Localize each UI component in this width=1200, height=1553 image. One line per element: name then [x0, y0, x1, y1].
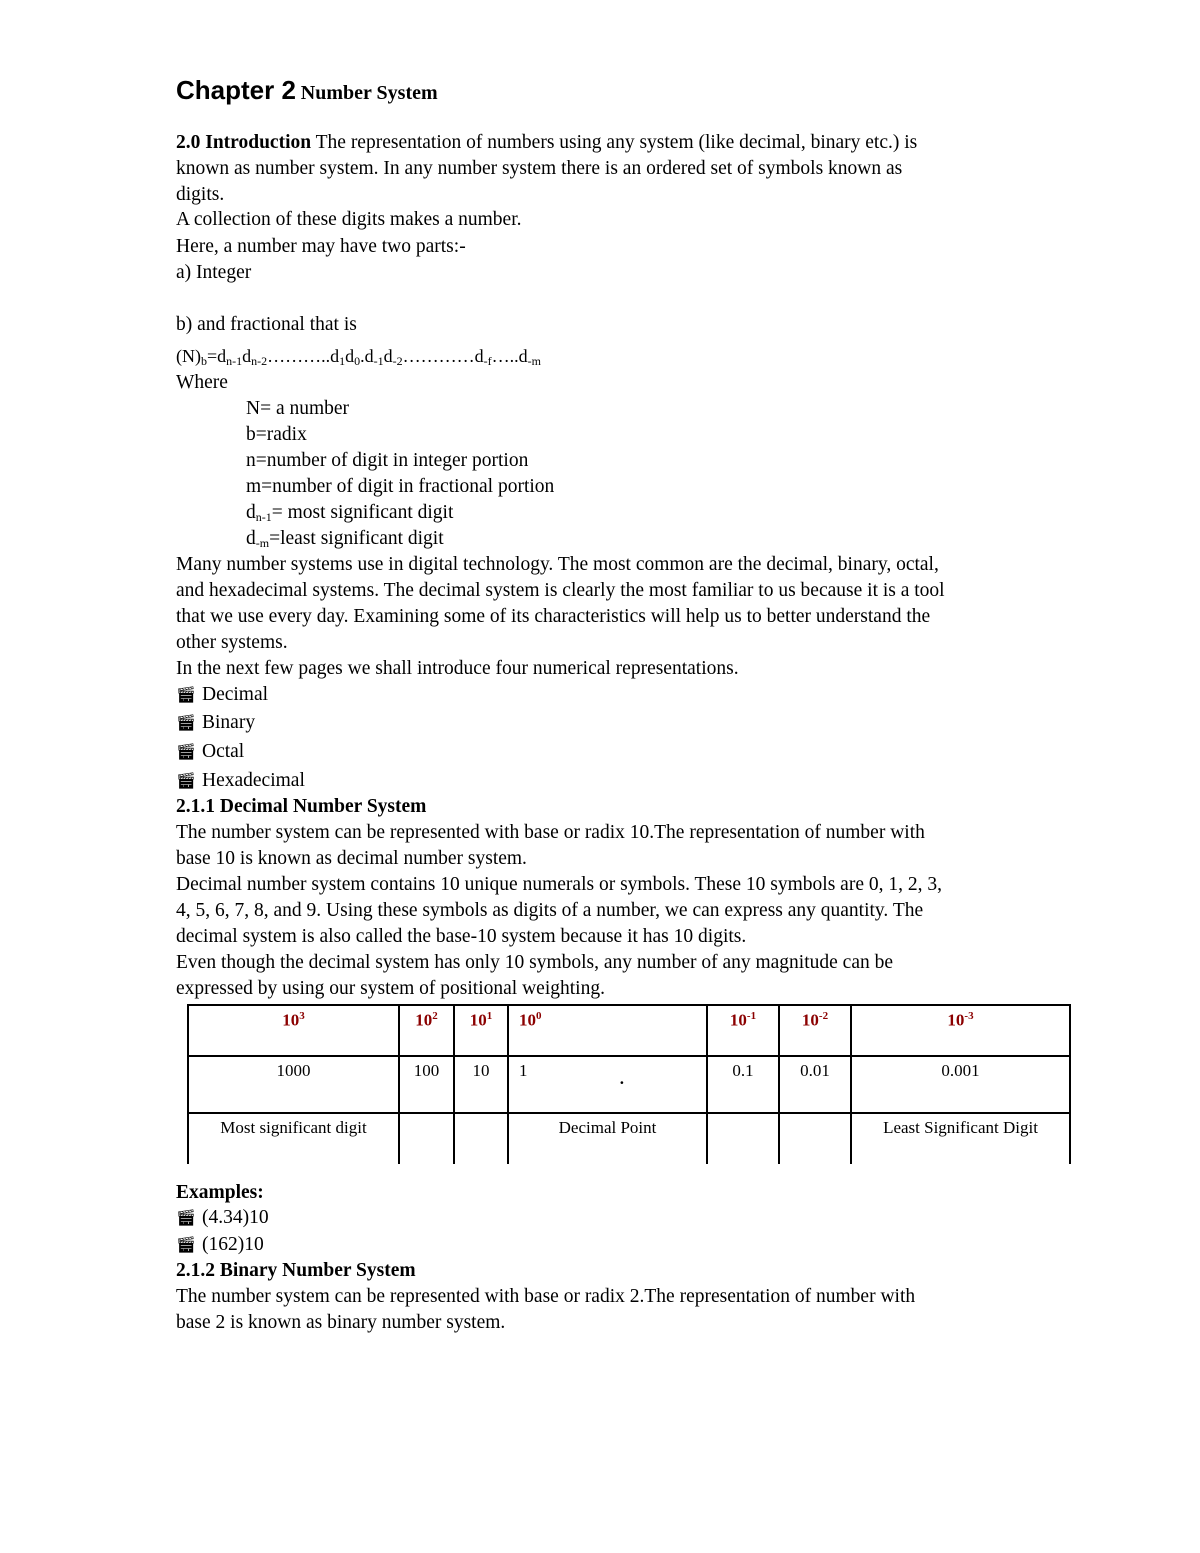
decimal-line-7: expressed by using our system of positional weighting. — [176, 978, 605, 999]
def-lsd: $d_{-m}=least$ significant digit — [246, 528, 444, 550]
table-cell: 1000 — [188, 1056, 399, 1113]
decimal-point-mark: . — [619, 1069, 624, 1088]
decimal-heading: 2.1.1 Decimal Number System — [176, 796, 427, 817]
table-cell: 0.01 — [779, 1056, 851, 1113]
list-item: 🎬︎ Hexadecimal — [176, 769, 305, 794]
table-cell: $10^2$ — [399, 1005, 454, 1056]
decimal-line-2: base 10 is known as decimal number system. — [176, 848, 527, 869]
def-mf: m=number of digit in fractional portion — [246, 476, 555, 497]
para1-line-4: other systems. — [176, 632, 288, 653]
number-formula: $(N)_b=d_{n-1}d_{n-2}\dots\dots\dots..d_1d_0.d_{-1}d_{-2}\dots\dots\dots\dots d_{-f}\dots..d_{-m}$ — [176, 346, 541, 368]
intro-line-3: digits. — [176, 184, 225, 205]
para2: In the next few pages we shall introduce four numerical representations. — [176, 658, 739, 679]
decimal-line-3: Decimal number system contains 10 unique numerals or symbols. These 10 symbols are 0, 1, 2, 3, — [176, 874, 942, 895]
def-b: b=radix — [246, 424, 307, 445]
table-cell: 100 — [399, 1056, 454, 1113]
table-cell: $10^3$ — [188, 1005, 399, 1056]
list-item: 🎬︎ Decimal — [176, 683, 268, 708]
decimal-line-1: The number system can be represented with base or radix 10.The representation of number with — [176, 822, 925, 843]
table-cell-lsd: Least Significant Digit — [851, 1113, 1070, 1164]
binary-heading: 2.1.2 Binary Number System — [176, 1260, 416, 1281]
table-cell: $10^1$ — [454, 1005, 508, 1056]
list-item: 🎬︎ (4.34)10 — [176, 1206, 269, 1231]
intro-line-7: b) and fractional that is — [176, 314, 357, 335]
clapperboard-bullet-icon: 🎬︎ — [176, 1237, 197, 1254]
table-cell: 1 . — [508, 1056, 707, 1113]
table-cell: $10^{-3}$ — [851, 1005, 1070, 1056]
def-n: N= a number — [246, 398, 350, 419]
clapperboard-bullet-icon: 🎬︎ — [176, 687, 197, 704]
def-msd: $d_{n-1}=$ most significant digit — [246, 502, 454, 524]
table-cell: 10 — [454, 1056, 508, 1113]
table-cell: $10^{-2}$ — [779, 1005, 851, 1056]
table-cell-msd: Most significant digit — [188, 1113, 399, 1164]
clapperboard-bullet-icon: 🎬︎ — [176, 1210, 197, 1227]
clapperboard-bullet-icon: 🎬︎ — [176, 773, 197, 790]
binary-line-1: The number system can be represented with base or radix 2.The representation of number with — [176, 1286, 916, 1307]
table-row — [188, 1005, 1070, 1056]
binary-line-2: base 2 is known as binary number system. — [176, 1312, 506, 1333]
chapter-title: Chapter 2 Number System — [176, 75, 438, 105]
table-cell — [399, 1113, 454, 1164]
table-cell: 0.001 — [851, 1056, 1070, 1113]
clapperboard-bullet-icon: 🎬︎ — [176, 715, 197, 732]
table-row — [188, 1113, 1070, 1164]
table-cell: $10^{-1}$ — [707, 1005, 779, 1056]
list-item: 🎬︎ (162)10 — [176, 1233, 264, 1258]
table-cell: $10^0$ — [508, 1005, 707, 1056]
decimal-line-6: Even though the decimal system has only 10 symbols, any number of any magnitude can be — [176, 952, 894, 973]
para1-line-3: that we use every day. Examining some of its characteristics will help us to better understand the — [176, 606, 931, 627]
list-item: 🎬︎ Octal — [176, 740, 244, 765]
table-cell: 0.1 — [707, 1056, 779, 1113]
clapperboard-bullet-icon: 🎬︎ — [176, 744, 197, 761]
intro-heading: 2.0 Introduction — [176, 132, 312, 153]
intro-line-2: known as number system. In any number system there is an ordered set of symbols known as — [176, 158, 903, 179]
intro-line-6: a) Integer — [176, 262, 252, 283]
table-cell — [707, 1113, 779, 1164]
para1-line-2: and hexadecimal systems. The decimal system is clearly the most familiar to us because it is a tool — [176, 580, 945, 601]
decimal-line-4: 4, 5, 6, 7, 8, and 9. Using these symbols as digits of a number, we can express any quantity. The — [176, 900, 924, 921]
table-cell-point: Decimal Point — [508, 1113, 707, 1164]
def-ni: n=number of digit in integer portion — [246, 450, 529, 471]
table-row — [188, 1056, 1070, 1113]
examples-heading: Examples: — [176, 1182, 264, 1203]
intro-line-1: 2.0 Introduction The representation of numbers using any system (like decimal, binary etc.) is — [176, 132, 918, 153]
decimal-line-5: decimal system is also called the base-10 system because it has 10 digits. — [176, 926, 747, 947]
table-cell — [454, 1113, 508, 1164]
intro-line-4: A collection of these digits makes a number. — [176, 209, 522, 230]
list-item: 🎬︎ Binary — [176, 711, 255, 736]
positional-weight-table — [187, 1004, 1071, 1164]
where-label: Where — [176, 372, 228, 393]
para1-line-1: Many number systems use in digital technology. The most common are the decimal, binary, octal, — [176, 554, 939, 575]
intro-line-5: Here, a number may have two parts:- — [176, 236, 466, 257]
table-cell — [779, 1113, 851, 1164]
